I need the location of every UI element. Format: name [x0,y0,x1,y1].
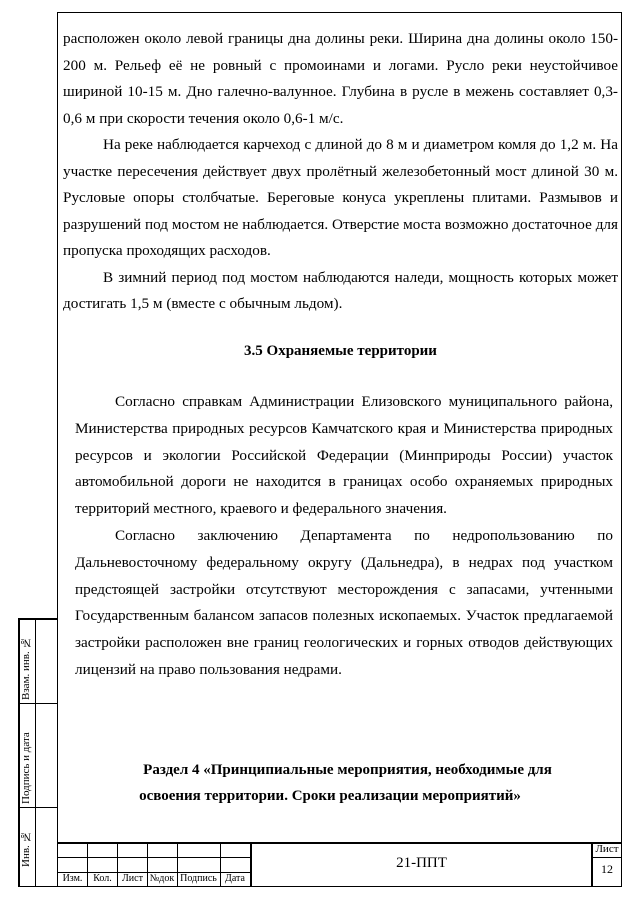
paragraph-protected-areas: Согласно справкам Администрации Елизовского муниципального района, Министерства природных ресурсов Камчатского края и Министерства природных ресурсов и экологии Российской Федерации (Минприроды России) участок автомобильной дороги не находится в границах особо охраняемых природных территорий местного, краевого и федерального значения. [75,393,613,518]
paragraph-subsoil: Согласно заключению Департамента по недропользованию по Дальневосточному федеральному округу (Дальнедра), в недрах под участком предстоящей застройки отсутствуют месторождения с запасами, учтенными Государственным балансом запасов полезных ископаемых. Участок предлагаемой застройки расположен вне границ геологических и горных отводов действующих лицензий на право пользования недрами. [75,526,613,678]
side-label-vzam: Взам. инв. № [20,636,32,700]
top-text-block [63,26,618,318]
paragraph-bridge: На реке наблюдается карчеход с длиной до 8 м и диаметром комля до 1,2 м. На участке пересечения действует двух пролётный железобетонный мост длиной 30 м. Русловые опоры столбчатые. Береговые конуса укреплены плитами. Размывов и разрушений под мостом не наблюдается. Отверстие моста возможно достаточное для пропуска проходящих расходов. [63,136,618,259]
stamp-col-data: Дата [225,873,245,884]
stamp-col-kol: Кол. [93,873,112,884]
stamp-col-podpis: Подпись [180,873,217,884]
section-3-5-text [75,389,613,684]
document-code: 21-ППТ [396,855,447,871]
stamp-col-ndok: №док [149,873,175,884]
paragraph-winter: В зимний период под мостом наблюдаются наледи, мощность которых может достигать 1,5 м (вместе с обычным льдом). [63,268,618,312]
section-4-title-line1: Раздел 4 «Принципиальные мероприятия, необходимые для [143,762,552,778]
section-3-5-title: 3.5 Охраняемые территории [244,343,437,359]
paragraph-river: расположен около левой границы дна долины реки. Ширина дна долины около 150-200 м. Рельеф её не ровный с промоинами и логами. Русло реки неустойчивое шириной 10-15 м. Дно галечно-валунное. Глубина в русле в межень составляет 0,3-0,6 м при скорости течения около 0,6-1 м/с. [63,30,618,127]
sheet-number: 12 [601,862,613,876]
stamp-col-list: Лист [122,873,143,884]
side-label-inv: Инв. № [20,830,32,867]
sheet-label: Лист [595,843,619,855]
section-4-title-line2: освоения территории. Сроки реализации мероприятий» [139,788,521,804]
side-label-podpis: Подпись и дата [20,732,32,804]
stamp-col-izm: Изм. [62,873,83,884]
